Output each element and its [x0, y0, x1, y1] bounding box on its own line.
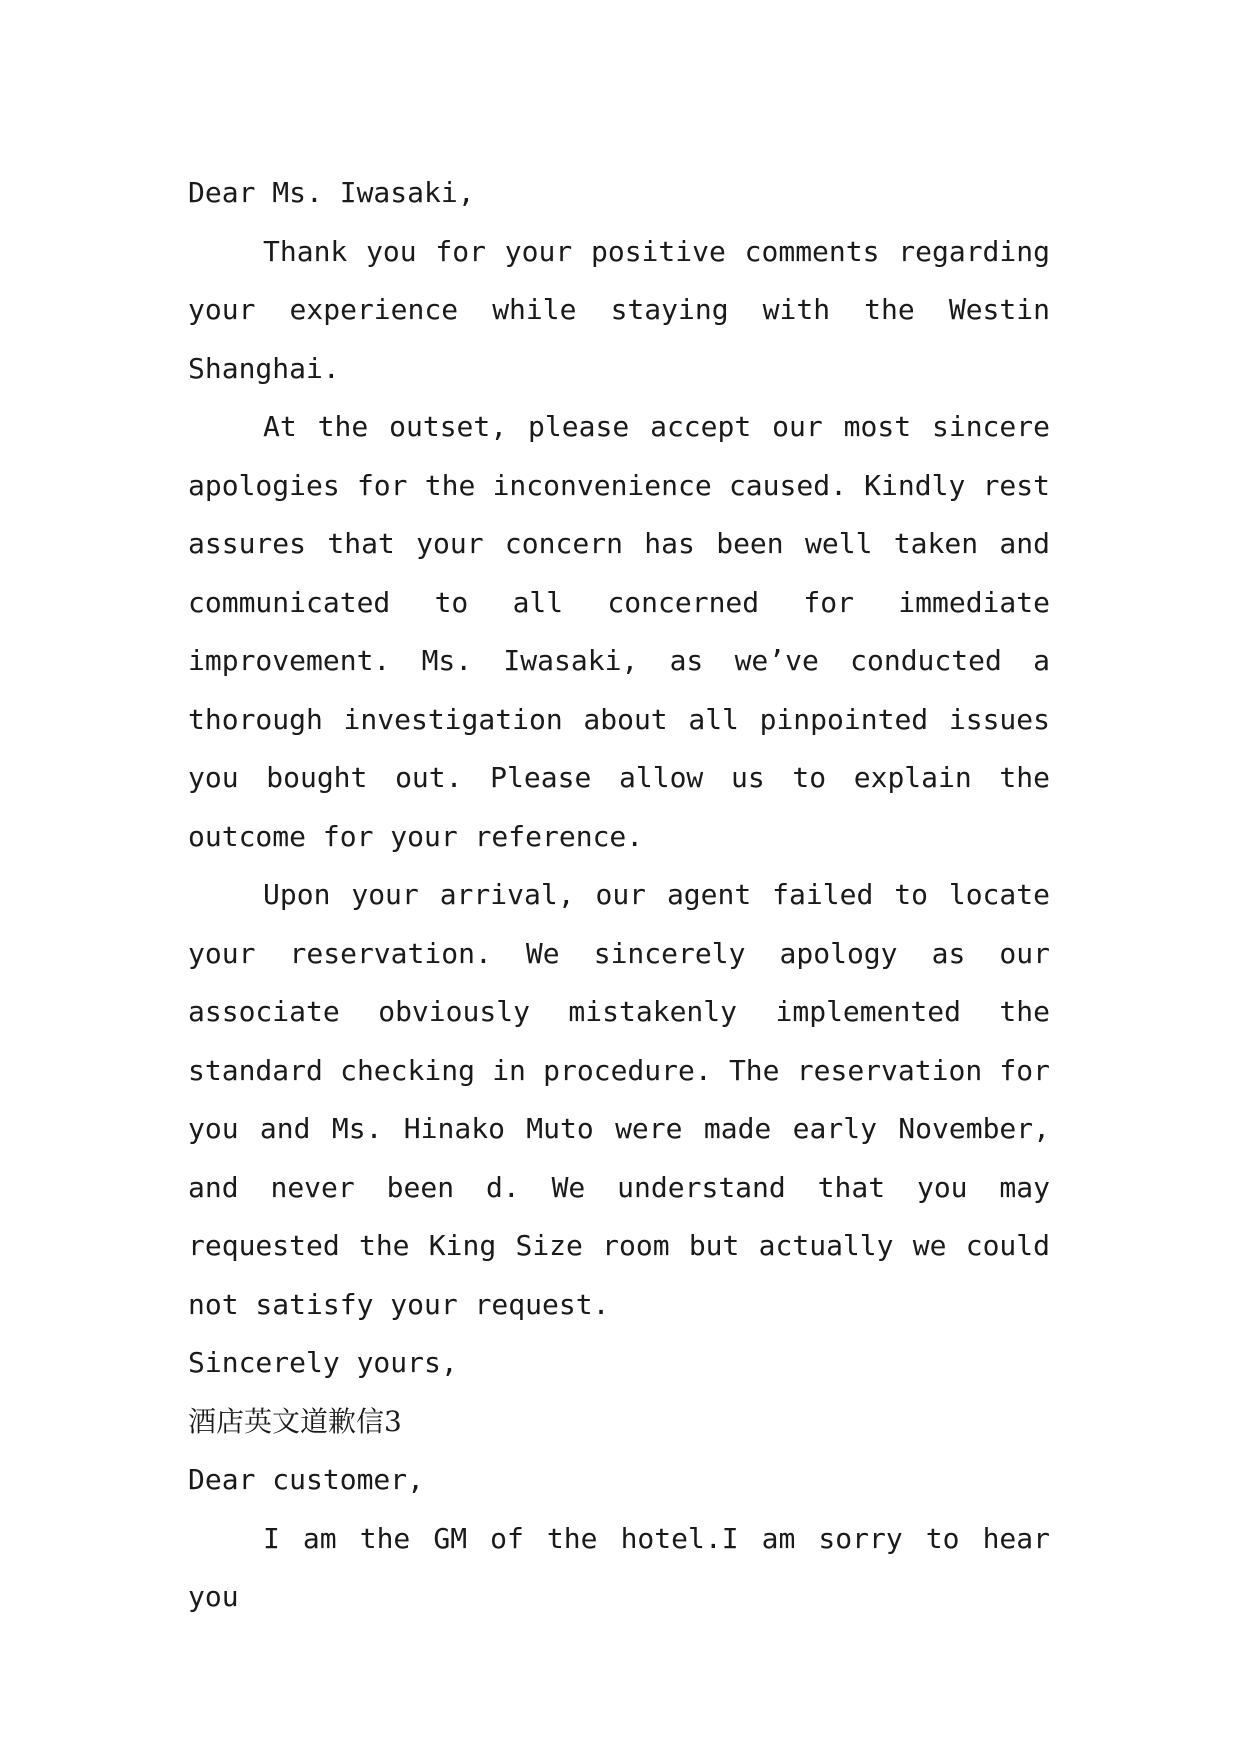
paragraph-thanks: Thank you for your positive comments regarding your experience while staying with the Westin Shanghai. [188, 234, 1050, 385]
salutation-customer: Dear customer, [188, 1463, 425, 1496]
paragraph-gm: I am the GM of the hotel.I am sorry to hear you [188, 1521, 1050, 1613]
paragraph-arrival: Upon your arrival, our agent failed to locate your reservation. We sincerely apology as our associate obviously mistakenly implemented the standard checking in procedure. The reservation for you and Ms. Hinako Muto were made early November, and never been d. We understand that you may requested the King Size room but actually we could not satisfy your request. [188, 878, 1050, 1321]
salutation-ms-iwasaki: Dear Ms. Iwasaki, [188, 176, 475, 209]
closing-sincerely: Sincerely yours, [188, 1346, 458, 1379]
paragraph-apology: At the outset, please accept our most sincere apologies for the inconvenience caused. Kindly rest assures that your concern has been well taken and communicated to all concerned for immediate improvement. Ms. Iwasaki, as we’ve conducted a thorough investigation about all pinpointed issues you bought out. Please allow us to explain the outcome for your reference. [188, 410, 1050, 853]
letter-body [188, 164, 1050, 1613]
section-heading: 酒店英文道歉信3 [188, 1404, 402, 1438]
